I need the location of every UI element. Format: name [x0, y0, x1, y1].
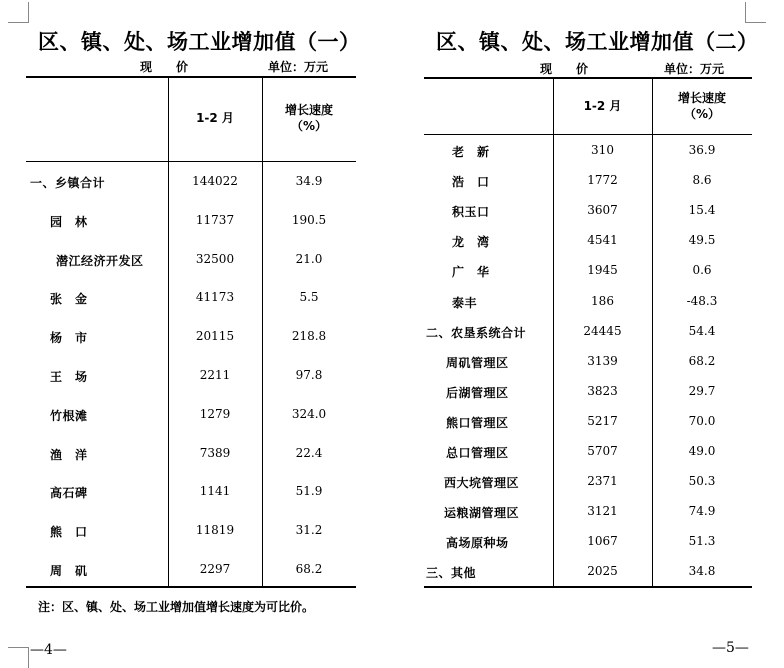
row-value: 2371 — [587, 474, 618, 489]
left-col-period-header: 1-2 月 — [196, 111, 234, 125]
row-value: 7389 — [199, 445, 231, 460]
right-col-growth-header-line2: （%） — [683, 107, 721, 121]
row-name: 王 场 — [50, 370, 88, 384]
row-value: 310 — [591, 143, 614, 157]
row-growth: 68.2 — [295, 562, 323, 576]
row-value: 1141 — [199, 484, 231, 499]
left-table-bottom-rule — [26, 586, 356, 588]
row-value: 3823 — [587, 383, 618, 398]
row-name: 熊 口 — [50, 525, 88, 540]
left-table-top-rule — [26, 76, 356, 78]
row-growth: 49.5 — [688, 233, 716, 248]
row-name: 西大垸管理区 — [444, 476, 520, 491]
row-value: 20115 — [195, 329, 235, 344]
row-name: 浩 口 — [452, 175, 490, 190]
row-growth: 74.9 — [688, 504, 716, 519]
row-growth: 51.3 — [688, 534, 716, 549]
row-growth: 5.5 — [299, 290, 319, 305]
row-growth: 50.3 — [688, 474, 716, 489]
crop-mark-bottom-left — [8, 647, 29, 668]
row-value: 41173 — [195, 290, 235, 305]
row-growth: -48.3 — [686, 293, 718, 308]
row-value: 3139 — [587, 353, 618, 368]
row-growth: 31.2 — [295, 523, 323, 538]
row-growth: 54.4 — [688, 323, 716, 338]
left-col-growth-header — [262, 102, 356, 134]
row-name: 周 矶 — [50, 564, 88, 578]
row-value: 5217 — [587, 413, 618, 428]
row-name: 运粮湖管理区 — [444, 506, 520, 521]
row-value: 2025 — [587, 564, 618, 579]
row-name: 一、乡镇合计 — [30, 176, 106, 190]
left-page-title: 区、镇、处、场工业增加值（一） — [38, 30, 361, 54]
row-name: 老 新 — [452, 145, 490, 159]
left-page-number: —4— — [30, 642, 67, 658]
row-growth: 68.2 — [688, 353, 716, 368]
row-growth: 21.0 — [295, 251, 323, 266]
row-name: 广 华 — [452, 265, 490, 280]
left-footnote: 注：区、镇、处、场工业增加值增长速度为可比价。 — [38, 600, 315, 614]
left-price-label: 现 价 — [140, 60, 189, 74]
row-value: 11737 — [195, 212, 235, 227]
right-col-growth-header — [652, 90, 752, 122]
crop-mark-top-right — [745, 2, 766, 23]
crop-mark-top-left — [8, 2, 29, 23]
row-value: 32500 — [195, 251, 235, 266]
row-name: 周矶管理区 — [446, 355, 509, 370]
row-name: 竹根滩 — [50, 408, 88, 423]
row-growth: 34.9 — [295, 174, 323, 188]
right-price-label: 现 价 — [540, 62, 589, 76]
left-table-header-rule — [26, 161, 356, 162]
row-name: 积玉口 — [452, 205, 490, 220]
row-value: 24445 — [583, 323, 622, 338]
left-col-growth-header-line1: 增长速度 — [284, 103, 333, 117]
row-name: 园 林 — [50, 214, 88, 229]
row-growth: 70.0 — [688, 413, 716, 428]
row-value: 186 — [591, 293, 614, 308]
row-growth: 190.5 — [291, 212, 327, 227]
row-growth: 97.8 — [295, 368, 323, 382]
row-value: 4541 — [587, 233, 618, 248]
row-name: 高场原种场 — [446, 536, 509, 551]
row-value: 2211 — [199, 368, 231, 382]
row-name: 高石碑 — [50, 486, 88, 501]
row-name: 龙 湾 — [452, 235, 490, 250]
right-table-top-rule — [424, 77, 752, 79]
row-name: 杨 市 — [50, 331, 88, 346]
right-unit-label: 单位：万元 — [664, 62, 725, 76]
row-growth: 8.6 — [692, 173, 712, 188]
row-growth: 22.4 — [295, 445, 323, 460]
row-value: 1279 — [199, 406, 231, 421]
row-growth: 36.9 — [688, 143, 716, 157]
row-name: 总口管理区 — [446, 446, 509, 460]
right-table-header-rule — [424, 134, 752, 135]
row-growth: 49.0 — [688, 444, 716, 458]
row-growth: 218.8 — [291, 329, 327, 344]
row-name: 泰丰 — [452, 295, 478, 310]
row-value: 1945 — [587, 263, 618, 278]
row-name: 三、其他 — [426, 566, 477, 581]
row-value: 3121 — [587, 504, 618, 519]
row-name: 潜江经济开发区 — [56, 253, 144, 268]
left-col-growth-header-line2: （%） — [290, 119, 328, 133]
right-col-growth-header-line1: 增长速度 — [677, 91, 726, 105]
row-growth: 0.6 — [692, 263, 712, 278]
row-value: 2297 — [199, 562, 231, 576]
row-name: 二、农垦系统合计 — [426, 325, 527, 340]
right-page-title: 区、镇、处、场工业增加值（二） — [436, 30, 759, 54]
row-growth: 29.7 — [688, 383, 716, 398]
row-value: 3607 — [587, 203, 618, 218]
right-page-number: —5— — [712, 640, 749, 656]
row-name: 熊口管理区 — [446, 415, 509, 430]
row-growth: 51.9 — [295, 484, 323, 499]
row-value: 5707 — [587, 444, 618, 458]
left-unit-label: 单位：万元 — [268, 60, 329, 74]
right-col-period-header: 1-2 月 — [583, 99, 622, 113]
row-growth: 15.4 — [688, 203, 716, 218]
row-value: 11819 — [195, 523, 235, 538]
row-name: 渔 洋 — [50, 447, 88, 462]
row-value: 1772 — [587, 173, 618, 188]
row-value: 1067 — [587, 534, 618, 549]
row-name: 张 金 — [50, 292, 88, 307]
row-growth: 324.0 — [291, 406, 327, 421]
right-table-bottom-rule — [424, 586, 752, 588]
row-growth: 34.8 — [688, 564, 716, 579]
row-value: 144022 — [192, 174, 238, 188]
row-name: 后湖管理区 — [446, 385, 509, 400]
